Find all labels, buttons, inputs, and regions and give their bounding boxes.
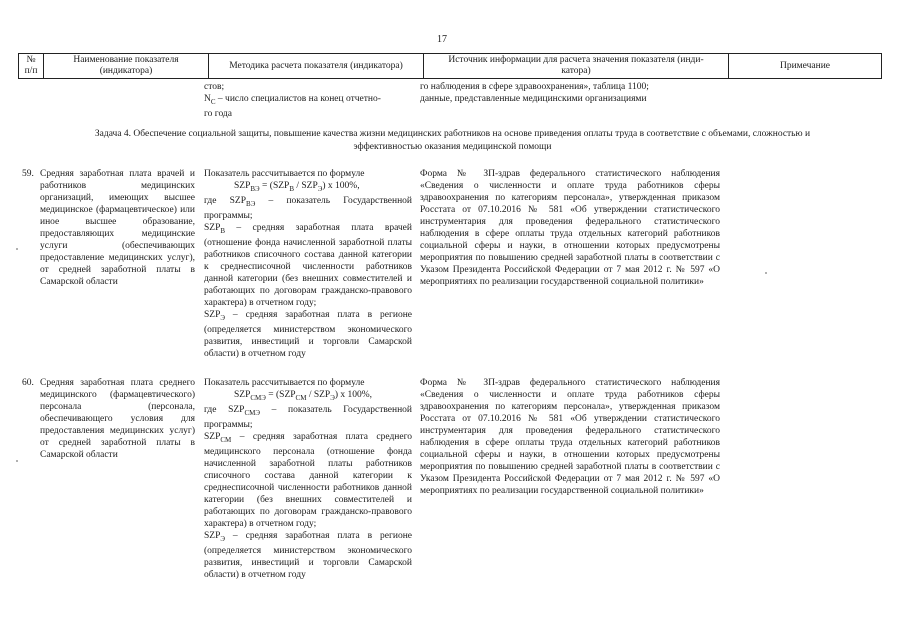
- header-number-text: № п/п: [24, 55, 38, 76]
- header-source-text: Источник информации для расчета значения показателя (инди- катора): [448, 55, 704, 76]
- header-note-text: Примечание: [779, 60, 831, 71]
- header-col-method: [209, 54, 424, 79]
- method-line: $SZP_Э$ – средняя заработная плата в регионе (определяется министерством экономического развития, инвестиций и торговли Самарской области) в отчетном году: [204, 309, 412, 359]
- formula: $SZP_{СМЭ} = (SZP_{СМ} / SZP_Э)$ x 100%,: [234, 390, 373, 402]
- header-col-note: [729, 54, 882, 79]
- indicator-name: Средняя заработная плата врачей и работников медицинских организаций, имеющих высшее медицинское (фармацевтическое) или иное высшее образование, предоставляющих медицинские услуги (обеспечивающих предоставление медицинских услуг), от средней заработной платы в Самарской области: [40, 169, 195, 287]
- header-col-name: [44, 54, 209, 79]
- page-number: 17: [437, 34, 447, 45]
- continuation-method: [204, 81, 414, 120]
- information-source: Форма № ЗП-здрав федерального статистического наблюдения «Сведения о численности и оплате труда работников сферы здравоохранения по категориям персонала», утвержденная приказом Росстата от 07.10.2016 № 581 «Об утверждении статистического инструментария для проведения федерального статистического наблюдения в сфере оплаты труда отдельных категорий работников социальной сферы и науки, в отношении которых предусмотрены мероприятия по повышению средней заработной платы в соответствии с Указом Президента Российской Федерации от 7 мая 2012 г. № 597 «О мероприятиях по реализации государственной социальной политики»: [420, 378, 720, 496]
- continuation-method-line: $N_C$ – число специалистов на конец отчетно-: [204, 94, 381, 106]
- method-line: где $SZP_{ВЭ}$ – показатель Государственной программы;: [204, 195, 413, 221]
- method-line: где $SZP_{СМЭ}$ – показатель Государственной программы;: [204, 404, 412, 430]
- row-number: 60.: [22, 378, 34, 388]
- continuation-source-line: го наблюдения в сфере здравоохранения», таблица 1100;: [420, 82, 649, 92]
- row-number: 59.: [22, 169, 34, 179]
- calculation-method: [204, 377, 412, 581]
- continuation-source-line: данные, представленные медицинскими организациями: [420, 94, 647, 104]
- scan-speck: [765, 272, 767, 274]
- calculation-method: [204, 168, 412, 360]
- header-col-source: [424, 54, 729, 79]
- continuation-method-line: стов;: [204, 82, 225, 92]
- method-line: $SZP_В$ – средняя заработная плата врачей (отношение фонда начисленной заработной платы работников списочного состава данной категории к среднесписочной численности работников данной категории (без внешних совместителей и работающих по договорам гражданско-правового характера) в отчетном году;: [204, 222, 412, 308]
- header-col-number: [19, 54, 44, 79]
- task-heading: Задача 4. Обеспечение социальной защиты, повышение качества жизни медицинских работников на основе приведения оплаты труда в соответствие с объемами, сложностью и эффективностью оказания медицинской помощи: [94, 129, 811, 152]
- scan-speck: [16, 460, 18, 462]
- table-header: [18, 53, 882, 79]
- formula: $SZP_{ВЭ} = (SZP_В / SZP_Э)$ x 100%,: [234, 181, 360, 193]
- method-intro: Показатель рассчитывается по формуле: [204, 378, 365, 388]
- method-intro: Показатель рассчитывается по формуле: [204, 169, 365, 179]
- continuation-method-line: го года: [204, 108, 232, 119]
- indicator-name: Средняя заработная плата среднего медицинского (фармацевтического) персонала (персонала, обеспечивающего условия для предоставления медицинских услуг) от средней заработной платы в Самарской области: [40, 378, 195, 460]
- header-name-text: Наименование показателя (индикатора): [73, 55, 179, 76]
- information-source: Форма № ЗП-здрав федерального статистического наблюдения «Сведения о численности и оплате труда работников сферы здравоохранения по категориям персонала», утвержденная приказом Росстата от 07.10.2016 № 581 «Об утверждении статистического инструментария для проведения федерального статистического наблюдения в сфере оплаты труда отдельных категорий работников социальной сферы и науки, в отношении которых предусмотрены мероприятия по повышению средней заработной платы в соответствии с Указом Президента Российской Федерации от 7 мая 2012 г. № 597 «О мероприятиях по реализации государственной социальной политики»: [420, 169, 720, 287]
- method-line: $SZP_Э$ – средняя заработная плата в регионе (определяется министерством экономического развития, инвестиций и торговли Самарской области) в отчетном году: [204, 530, 412, 580]
- scan-speck: [16, 248, 18, 250]
- method-line: $SZP_{СМ}$ – средняя заработная плата среднего медицинского персонала (отношение фонда начисленной заработной платы работников списочного состава данной категории к среднесписочной численности работников данной категории (без внешних совместителей и работающих по договорам гражданско-правового характера) в отчетном году;: [204, 431, 412, 529]
- continuation-source: [420, 81, 720, 105]
- header-method-text: Методика расчета показателя (индикатора): [229, 60, 403, 71]
